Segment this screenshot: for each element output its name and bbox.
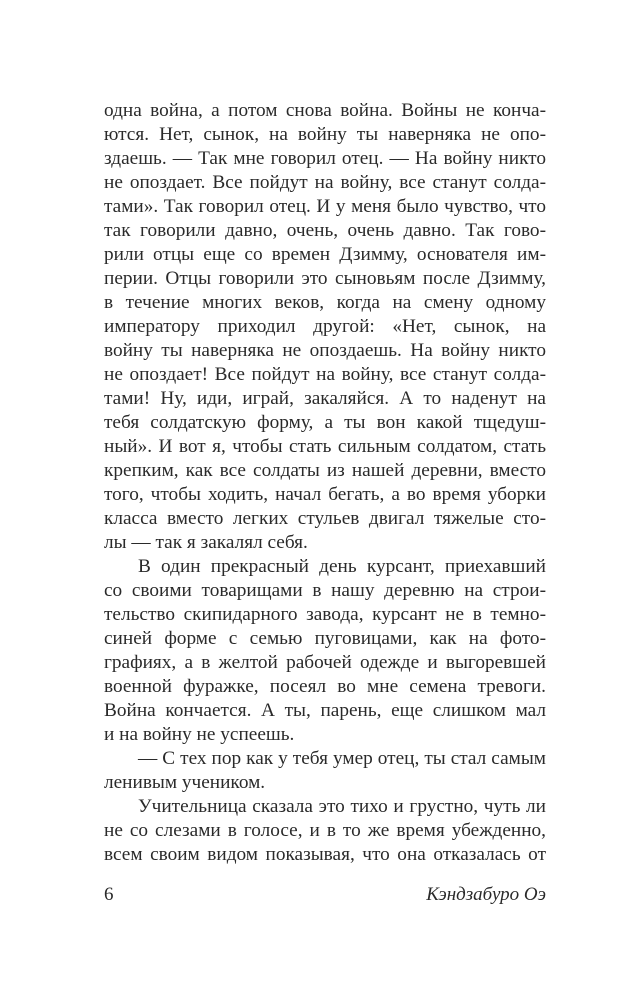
text-line: тами». Так говорил отец. И у меня было чувство, что xyxy=(104,196,546,217)
page-footer xyxy=(104,884,546,906)
text-line: войну ты наверняка не опоздаешь. На войну никто xyxy=(104,340,546,361)
text-line: так говорили давно, очень, очень давно. Так гово- xyxy=(104,220,546,241)
text-line: со своими товарищами в нашу деревню на строи- xyxy=(104,580,546,601)
text-line: тами! Ну, иди, играй, закаляйся. А то наденут на xyxy=(104,388,546,409)
text-line: перии. Отцы говорили это сыновьям после Дзимму, xyxy=(104,268,546,289)
text-line: В один прекрасный день курсант, приехавший xyxy=(138,556,546,577)
page-number: 6 xyxy=(104,884,114,905)
text-line: в течение многих веков, когда на смену одному xyxy=(104,292,546,313)
text-line: тельство скипидарного завода, курсант не в темно- xyxy=(104,604,546,625)
text-line: здаешь. — Так мне говорил отец. — На войну никто xyxy=(104,148,546,169)
text-line: тебя солдатскую форму, а ты вон какой тщедуш- xyxy=(104,412,546,433)
text-line: ный». И вот я, чтобы стать сильным солдатом, стать xyxy=(104,436,546,457)
text-line: лы — так я закалял себя. xyxy=(104,532,308,553)
text-line: — С тех пор как у тебя умер отец, ты стал самым xyxy=(138,748,546,769)
text-line: императору приходил другой: «Нет, сынок, на xyxy=(104,316,546,337)
text-line: Учительница сказала это тихо и грустно, чуть ли xyxy=(138,796,546,817)
text-line: ленивым учеником. xyxy=(104,772,266,793)
text-line: Война кончается. А ты, парень, еще слишком мал xyxy=(104,700,546,721)
body-text xyxy=(104,99,546,867)
text-line: одна война, а потом снова война. Войны не конча- xyxy=(104,100,546,121)
text-line: военной фуражке, посеял во мне семена тревоги. xyxy=(104,676,546,697)
text-line: и на войну не успеешь. xyxy=(104,724,295,745)
text-line: синей форме с семью пуговицами, как на фото- xyxy=(104,628,546,649)
text-line: не опоздает. Все пойдут на войну, все станут солда- xyxy=(104,172,546,193)
text-line: всем своим видом показывая, что она отказалась от xyxy=(104,844,546,865)
text-line: не опоздает! Все пойдут на войну, все станут солда- xyxy=(104,364,546,385)
text-line: не со слезами в голосе, и в то же время убежденно, xyxy=(104,820,546,841)
text-line: графиях, а в желтой рабочей одежде и выгоревшей xyxy=(104,652,546,673)
text-line: того, чтобы ходить, начал бегать, а во время уборки xyxy=(104,484,546,505)
text-line: ются. Нет, сынок, на войну ты наверняка не опо- xyxy=(104,124,546,145)
text-line: рили отцы еще со времен Дзимму, основателя им- xyxy=(104,244,546,265)
running-author: Кэндзабуро Оэ xyxy=(426,884,546,905)
text-line: крепким, как все солдаты из нашей деревни, вместо xyxy=(104,460,546,481)
text-line: класса вместо легких стульев двигал тяжелые сто- xyxy=(104,508,546,529)
